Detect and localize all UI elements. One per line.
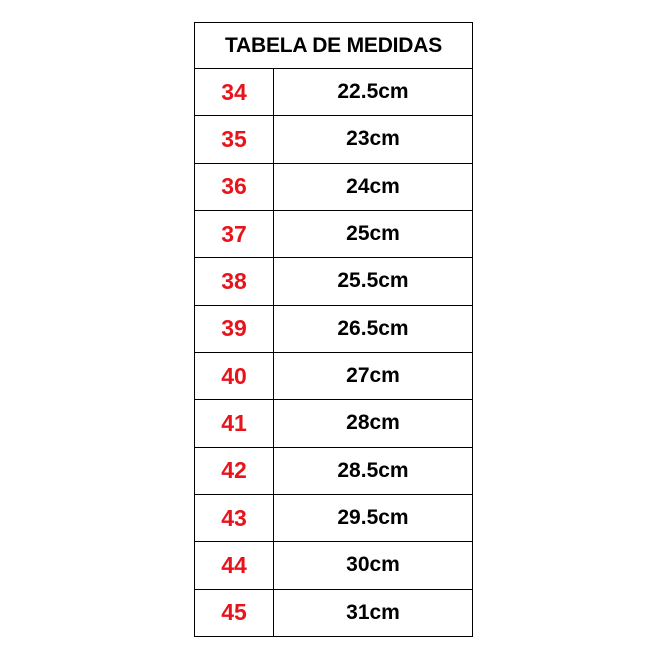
shoe-size-cell: 44 xyxy=(195,542,274,588)
table-row xyxy=(195,400,472,447)
shoe-size-cell: 40 xyxy=(195,353,274,399)
shoe-size-cell: 41 xyxy=(195,400,274,446)
table-row xyxy=(195,448,472,495)
foot-length-cell: 24cm xyxy=(346,174,400,198)
shoe-size-cell: 43 xyxy=(195,495,274,541)
table-row xyxy=(195,69,472,116)
table-row xyxy=(195,542,472,589)
foot-length-cell: 31cm xyxy=(346,600,400,624)
table-row xyxy=(195,164,472,211)
foot-length-cell: 29.5cm xyxy=(337,506,409,530)
table-row xyxy=(195,258,472,305)
table-row xyxy=(195,353,472,400)
table-row xyxy=(195,495,472,542)
size-chart-table xyxy=(194,22,473,637)
shoe-size-cell: 34 xyxy=(195,69,274,115)
shoe-size-cell: 45 xyxy=(195,590,274,636)
foot-length-cell: 27cm xyxy=(346,364,400,388)
shoe-size-cell: 36 xyxy=(195,164,274,210)
table-row xyxy=(195,306,472,353)
shoe-size-cell: 42 xyxy=(195,448,274,494)
foot-length-cell: 28cm xyxy=(346,411,400,435)
table-row xyxy=(195,116,472,163)
foot-length-cell: 28.5cm xyxy=(337,458,409,482)
foot-length-cell: 30cm xyxy=(346,553,400,577)
table-body xyxy=(195,69,472,636)
shoe-size-cell: 37 xyxy=(195,211,274,257)
table-row xyxy=(195,590,472,636)
foot-length-cell: 25cm xyxy=(346,222,400,246)
foot-length-cell: 23cm xyxy=(346,127,400,151)
table-row xyxy=(195,211,472,258)
shoe-size-cell: 38 xyxy=(195,258,274,304)
foot-length-cell: 26.5cm xyxy=(337,316,409,340)
shoe-size-cell: 39 xyxy=(195,306,274,352)
table-title: TABELA DE MEDIDAS xyxy=(195,23,472,69)
shoe-size-cell: 35 xyxy=(195,116,274,162)
foot-length-cell: 25.5cm xyxy=(337,269,409,293)
foot-length-cell: 22.5cm xyxy=(337,80,409,104)
